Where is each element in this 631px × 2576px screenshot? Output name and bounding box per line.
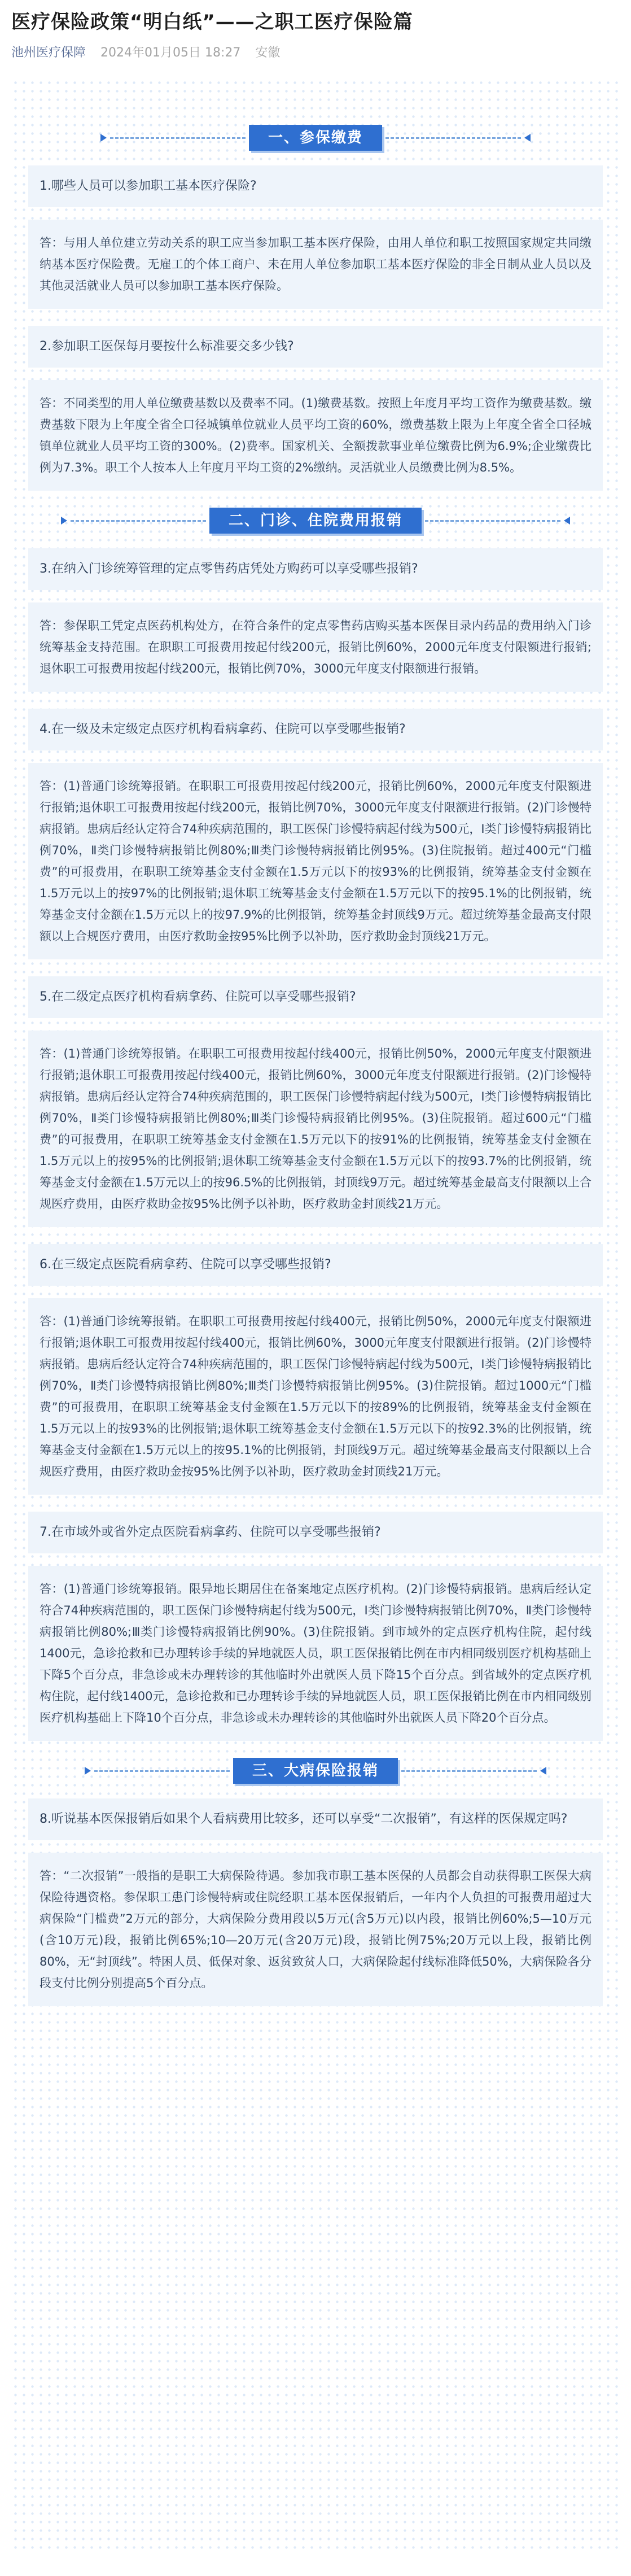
dashed-divider [401, 1770, 537, 1772]
qa-item [28, 548, 603, 692]
dashed-divider [425, 520, 560, 522]
answer-box: 答：(1)普通门诊统筹报销。在职职工可报费用按起付线400元，报销比例50%，2000元年度支付限额进行报销;退休职工可报费用按起付线400元，报销比例60%，3000元年度支付限额进行报销。(2)门诊慢特病报销。患病后经认定符合74种疾病范围的，职工医保门诊慢特病起付线为500元，Ⅰ类门诊慢特病报销比例70%，Ⅱ类门诊慢特病报销比例80%;Ⅲ类门诊慢特病报销比例95%。(3)住院报销。超过600元“门槛费”的可报费用，在职职工统筹基金支付金额在1.5万元以下的按91%的比例报销，统筹基金支付金额在1.5万元以上的按95%的比例报销;退休职工统筹基金支付金额在1.5万元以下的按93.7%的比例报销，统筹基金支付金额在1.5万元以上的按96.5%的比例报销，封顶线9万元。超过统筹基金最高支付限额以上合规医疗费用，由医疗救助金按95%比例予以补助，医疗救助金封顶线21万元。 [28, 1031, 603, 1227]
article-body [11, 78, 620, 2552]
answer-box: 答：(1)普通门诊统筹报销。在职职工可报费用按起付线400元，报销比例50%，2000元年度支付限额进行报销;退休职工可报费用按起付线400元，报销比例60%，3000元年度支付限额进行报销。(2)门诊慢特病报销。患病后经认定符合74种疾病范围的，职工医保门诊慢特病起付线为500元，Ⅰ类门诊慢特病报销比例70%，Ⅱ类门诊慢特病报销比例80%;Ⅲ类门诊慢特病报销比例95%。(3)住院报销。超过1000元“门槛费”的可报费用，在职职工统筹基金支付金额在1.5万元以下的按89%的比例报销，统筹基金支付金额在1.5万元以上的按93%的比例报销;退休职工统筹基金支付金额在1.5万元以下的按92.3%的比例报销，统筹基金支付金额在1.5万元以上的按95.1%的比例报销，封顶线9万元。超过统筹基金最高支付限额以上合规医疗费用，由医疗救助金按95%比例予以补助，医疗救助金封顶线21万元。 [28, 1298, 603, 1495]
article-header [0, 0, 631, 60]
publish-location: 安徽 [255, 46, 281, 60]
arrow-left-icon [524, 134, 531, 142]
question-box: 8.听说基本医保报销后如果个人看病费用比较多，还可以享受“二次报销”，有这样的医保规定吗? [28, 1798, 603, 1840]
answer-box: 答：(1)普通门诊统筹报销。在职职工可报费用按起付线200元，报销比例60%，2000元年度支付限额进行报销;退休职工可报费用按起付线200元，报销比例70%，3000元年度支付限额进行报销。(2)门诊慢特病报销。患病后经认定符合74种疾病范围的，职工医保门诊慢特病起付线为500元，Ⅰ类门诊慢特病报销比例70%，Ⅱ类门诊慢特病报销比例80%;Ⅲ类门诊慢特病报销比例95%。(3)住院报销。超过400元“门槛费”的可报费用，在职职工统筹基金支付金额在1.5万元以下的按93%的比例报销，统筹基金支付金额在1.5万元以上的按97%的比例报销;退休职工统筹基金支付金额在1.5万元以下的按95.1%的比例报销，统筹基金支付金额在1.5万元以上的按97.9%的比例报销，统筹基金封顶线9万元。超过统筹基金最高支付限额以上合规医疗费用，由医疗救助金按95%比例予以补助，医疗救助金封顶线21万元。 [28, 763, 603, 959]
qa-item [28, 1798, 603, 2006]
section-heading-critical-illness [28, 1758, 603, 1784]
answer-box: 答：与用人单位建立劳动关系的职工应当参加职工基本医疗保险，由用人单位和职工按照国家规定共同缴纳基本医疗保险费。无雇工的个体工商户、未在用人单位参加职工基本医疗保险的非全日制从业人员以及其他灵活就业人员可以参加职工基本医疗保险。 [28, 220, 603, 309]
article-meta [11, 43, 620, 60]
answer-box: 答：(1)普通门诊统筹报销。限异地长期居住在备案地定点医疗机构。(2)门诊慢特病报销。患病后经认定符合74种疾病范围的，职工医保门诊慢特病起付线为500元，Ⅰ类门诊慢特病报销比例70%，Ⅱ类门诊慢特病报销比例80%;Ⅲ类门诊慢特病报销比例90%。(3)住院报销。到市域外的定点医疗机构住院，起付线1400元，急诊抢救和已办理转诊手续的异地就医人员，职工医保报销比例在市内相同级别医疗机构基础上下降5个百分点，非急诊或未办理转诊的其他临时外出就医人员下降15个百分点。到省域外的定点医疗机构住院，起付线1400元，急诊抢救和已办理转诊手续的异地就医人员，职工医保报销比例在市内相同级别医疗机构基础上下降10个百分点，非急诊或未办理转诊的其他临时外出就医人员下降20个百分点。 [28, 1566, 603, 1741]
arrow-left-icon [564, 517, 570, 525]
question-box: 5.在二级定点医疗机构看病拿药、住院可以享受哪些报销? [28, 976, 603, 1018]
publish-datetime: 2024年01月05日 18:27 [100, 46, 241, 60]
section-label: 一、参保缴费 [249, 125, 382, 151]
qa-item [28, 326, 603, 491]
qa-item [28, 1244, 603, 1495]
question-box: 7.在市域外或省外定点医院看病拿药、住院可以享受哪些报销? [28, 1512, 603, 1553]
section-label: 二、门诊、住院费用报销 [209, 508, 422, 534]
arrow-right-icon [100, 134, 107, 142]
question-box: 6.在三级定点医院看病拿药、住院可以享受哪些报销? [28, 1244, 603, 1286]
question-box: 1.哪些人员可以参加职工基本医疗保险? [28, 165, 603, 207]
question-box: 4.在一级及未定级定点医疗机构看病拿药、住院可以享受哪些报销? [28, 709, 603, 750]
section-heading-reimbursement [28, 508, 603, 534]
question-box: 2.参加职工医保每月要按什么标准要交多少钱? [28, 326, 603, 368]
source-account-link[interactable]: 池州医疗保障 [11, 46, 86, 60]
dashed-divider [71, 520, 206, 522]
dashed-divider [110, 137, 246, 139]
question-box: 3.在纳入门诊统筹管理的定点零售药店凭处方购药可以享受哪些报销? [28, 548, 603, 590]
answer-box: 答：不同类型的用人单位缴费基数以及费率不同。(1)缴费基数。按照上年度月平均工资作为缴费基数。缴费基数下限为上年度全省全口径城镇单位就业人员平均工资的60%，缴费基数上限为上年度全省全口径城镇单位就业人员平均工资的300%。(2)费率。国家机关、全额拨款事业单位缴费比例为6.9%;企业缴费比例为7.3%。职工个人按本人上年度月平均工资的2%缴纳。灵活就业人员缴费比例为8.5%。 [28, 380, 603, 491]
qa-item [28, 1512, 603, 1741]
article-title: 医疗保险政策“明白纸”——之职工医疗保险篇 [11, 11, 413, 33]
answer-box: 答：参保职工凭定点医药机构处方，在符合条件的定点零售药店购买基本医保目录内药品的费用纳入门诊统筹基金支持范围。在职职工可报费用按起付线200元，报销比例60%，2000元年度支付限额进行报销;退休职工可报费用按起付线200元，报销比例70%，3000元年度支付限额进行报销。 [28, 602, 603, 692]
qa-item [28, 165, 603, 309]
arrow-right-icon [85, 1767, 91, 1775]
arrow-right-icon [61, 517, 67, 525]
dashed-divider [94, 1770, 230, 1772]
qa-item [28, 709, 603, 959]
answer-box: 答：“二次报销”一般指的是职工大病保险待遇。参加我市职工基本医保的人员都会自动获得职工医保大病保险待遇资格。参保职工患门诊慢特病或住院经职工基本医保报销后，一年内个人负担的可报费用超过大病保险“门槛费”2万元的部分，大病保险分费用段以5万元(含5万元)以内段，报销比例60%;5—10万元(含10万元)段，报销比例65%;10—20万元(含20万元)段，报销比例75%;20万元以上段，报销比例80%，无“封顶线”。特困人员、低保对象、返贫致贫人口，大病保险起付线标准降低50%，大病保险各分段支付比例分别提高5个百分点。 [28, 1853, 603, 2006]
section-heading-enrollment [28, 125, 603, 151]
qa-item [28, 976, 603, 1227]
arrow-left-icon [540, 1767, 546, 1775]
dashed-divider [385, 137, 521, 139]
section-label: 三、大病保险报销 [233, 1758, 398, 1784]
